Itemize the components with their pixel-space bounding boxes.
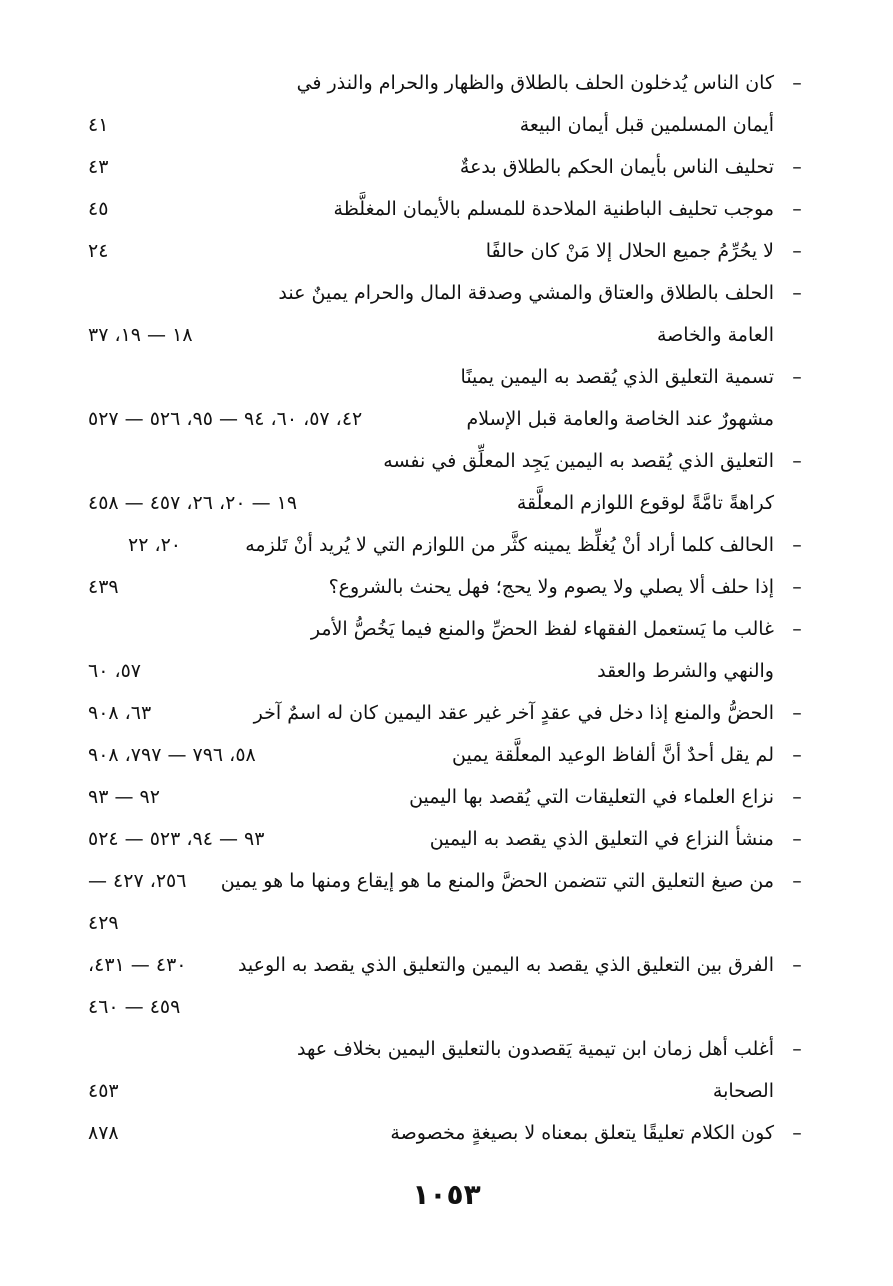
entry-pages-continued: ٤٥٩ — ٤٦٠ [88, 996, 181, 1018]
entry-text: الفرق بين التعليق الذي يقصد به اليمين والتعليق الذي يقصد به الوعيد [237, 954, 774, 976]
entry-dash: – [792, 534, 802, 556]
entry-text: كون الكلام تعليقًا يتعلق بمعناه لا بصيغةٍ مخصوصة [390, 1122, 774, 1144]
entry-text: كان الناس يُدخلون الحلف بالطلاق والظهار والحرام والنذر في [296, 72, 774, 94]
entry-pages: ١٩ — ٢٠، ٢٦، ٤٥٧ — ٤٥٨ [88, 492, 298, 514]
entry-dash: – [792, 954, 802, 976]
entry-text: الحالف كلما أراد أنْ يُغلِّظ يمينه كثَّر من اللوازم التي لا يُريد أنْ تَلزمه [245, 534, 774, 556]
entry-pages: ٥٧، ٦٠ [88, 660, 142, 682]
index-entry [88, 608, 808, 692]
entry-text-continued: أيمان المسلمين قبل أيمان البيعة [519, 114, 774, 136]
entry-pages-continued: ٤٢٩ [88, 912, 119, 934]
index-entry [88, 1112, 808, 1154]
entry-dash: – [792, 870, 802, 892]
index-entry [88, 230, 808, 272]
entry-text: الحضُّ والمنع إذا دخل في عقدٍ آخر غير عقد اليمين كان له اسمٌ آخر [253, 702, 774, 724]
entry-text: نزاع العلماء في التعليقات التي يُقصد بها اليمين [409, 786, 774, 808]
entry-text: من صيغ التعليق التي تتضمن الحضَّ والمنع ما هو إيقاع ومنها ما هو يمين [220, 870, 774, 892]
entry-text: إذا حلف ألا يصلي ولا يصوم ولا يحج؛ فهل يحنث بالشروع؟ [328, 576, 774, 598]
index-entry [88, 1028, 808, 1112]
entry-text: لم يقل أحدٌ أنَّ ألفاظ الوعيد المعلَّقة يمين [452, 744, 774, 766]
entry-dash: – [792, 576, 802, 598]
entry-pages: ٢٥٦، ٤٢٧ — [88, 870, 187, 892]
entry-dash: – [792, 240, 802, 262]
index-entry [88, 944, 808, 1028]
index-entry [88, 62, 808, 146]
entry-dash: – [792, 1038, 802, 1060]
entry-text-continued: كراهةً تامَّةً لوقوع اللوازم المعلَّقة [516, 492, 774, 514]
entry-dash: – [792, 198, 802, 220]
index-entry [88, 272, 808, 356]
entry-text: منشأ النزاع في التعليق الذي يقصد به اليمين [429, 828, 774, 850]
entry-pages: ٩٣ — ٩٤، ٥٢٣ — ٥٢٤ [88, 828, 265, 850]
entry-dash: – [792, 366, 802, 388]
entry-text: أغلب أهل زمان ابن تيمية يَقصدون بالتعليق اليمين بخلاف عهد [296, 1038, 774, 1060]
entry-pages: ٦٣، ٩٠٨ [88, 702, 152, 724]
entry-text: الحلف بالطلاق والعتاق والمشي وصدقة المال والحرام يمينٌ عند [278, 282, 774, 304]
entry-dash: – [792, 744, 802, 766]
entry-pages: ٤٣٠ — ٤٣١، [88, 954, 187, 976]
index-entry [88, 734, 808, 776]
entry-pages: ٨٧٨ [88, 1122, 119, 1144]
entry-pages: ٢٤ [88, 240, 109, 262]
entry-pages: ٥٨، ٧٩٦ — ٧٩٧، ٩٠٨ [88, 744, 256, 766]
entry-pages: ٤٢، ٥٧، ٦٠، ٩٤ — ٩٥، ٥٢٦ — ٥٢٧ [88, 408, 363, 430]
entry-dash: – [792, 282, 802, 304]
entry-dash: – [792, 72, 802, 94]
entry-dash: – [792, 156, 802, 178]
entry-text-continued: العامة والخاصة [656, 324, 774, 346]
index-entry [88, 818, 808, 860]
entry-text: تسمية التعليق الذي يُقصد به اليمين يمينًا [460, 366, 774, 388]
index-entry [88, 524, 808, 566]
entry-text: لا يحُرِّمُ جميع الحلال إلا مَنْ كان حالفًا [485, 240, 774, 262]
entry-text: تحليف الناس بأيمان الحكم بالطلاق بدعةٌ [459, 156, 774, 178]
entry-dash: – [792, 702, 802, 724]
index-entry [88, 692, 808, 734]
entry-text-continued: والنهي والشرط والعقد [597, 660, 774, 682]
entry-text-continued: الصحابة [712, 1080, 774, 1102]
entry-text: موجب تحليف الباطنية الملاحدة للمسلم بالأيمان المغلَّظة [333, 198, 774, 220]
index-entry [88, 860, 808, 944]
entry-pages: ٤١ [88, 114, 109, 136]
entry-pages: ٤٥٣ [88, 1080, 119, 1102]
page-number: ١٠٥٣ [412, 1178, 481, 1211]
index-list [88, 62, 808, 1154]
entry-dash: – [792, 786, 802, 808]
entry-pages: ٤٣ [88, 156, 109, 178]
index-entry [88, 188, 808, 230]
entry-text-continued: مشهورٌ عند الخاصة والعامة قبل الإسلام [466, 408, 774, 430]
entry-pages: ٤٣٩ [88, 576, 119, 598]
entry-text: التعليق الذي يُقصد به اليمين يَجِد المعلِّق في نفسه [383, 450, 774, 472]
index-entry [88, 146, 808, 188]
index-entry [88, 566, 808, 608]
entry-dash: – [792, 618, 802, 640]
entry-pages: ١٨ — ١٩، ٣٧ [88, 324, 193, 346]
index-entry [88, 776, 808, 818]
entry-pages: ٢٠، ٢٢ [128, 534, 182, 556]
entry-pages: ٤٥ [88, 198, 109, 220]
index-entry [88, 440, 808, 524]
entry-dash: – [792, 828, 802, 850]
entry-text: غالب ما يَستعمل الفقهاء لفظ الحضِّ والمنع فيما يَخُصُّ الأمر [310, 618, 774, 640]
entry-pages: ٩٢ — ٩٣ [88, 786, 160, 808]
index-entry [88, 356, 808, 440]
entry-dash: – [792, 1122, 802, 1144]
entry-dash: – [792, 450, 802, 472]
